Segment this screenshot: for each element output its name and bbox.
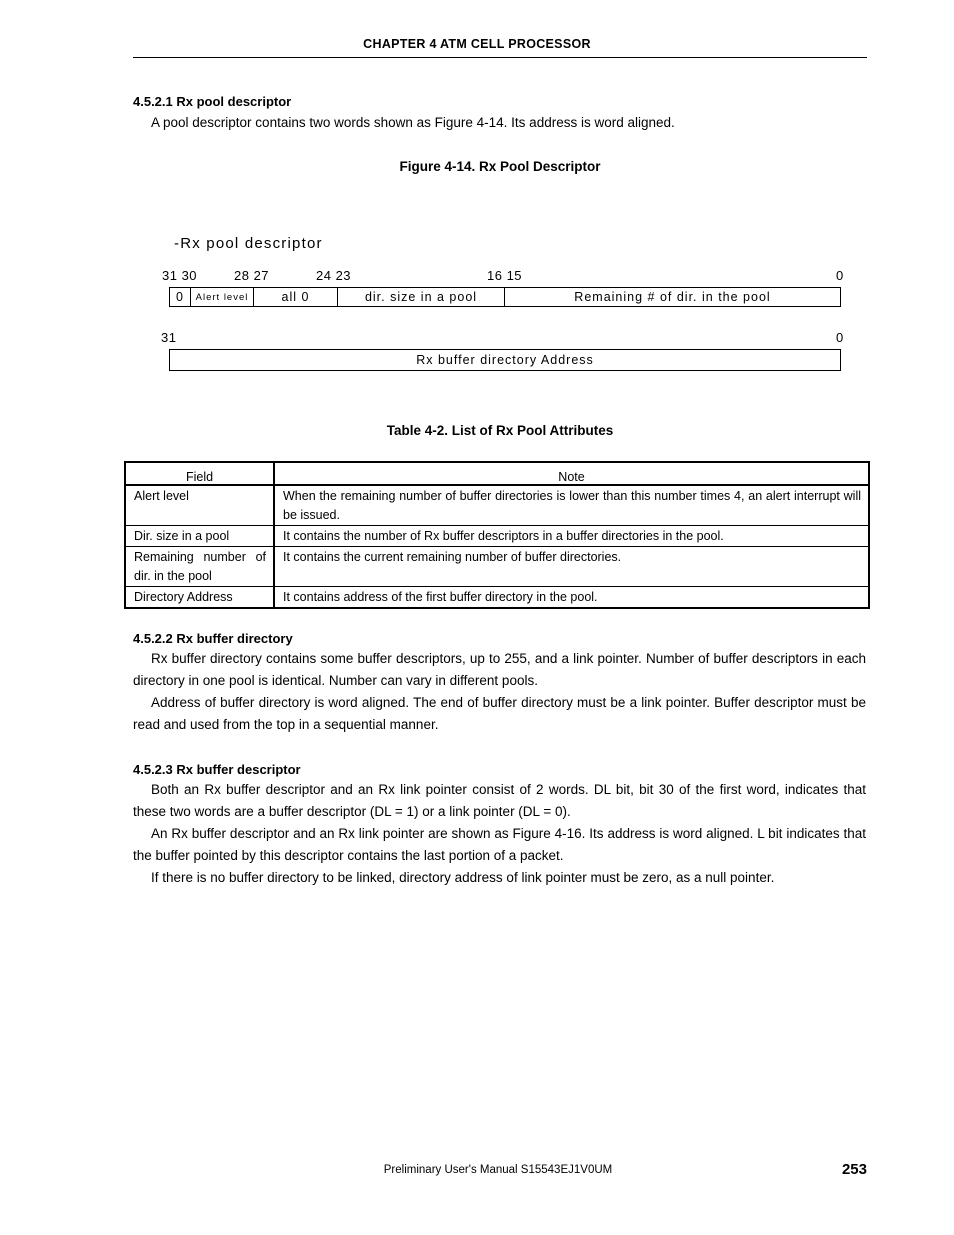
table-row bbox=[125, 587, 869, 609]
field-dir-size: dir. size in a pool bbox=[338, 288, 505, 306]
column-header-field: Field bbox=[125, 462, 274, 485]
field-all-zero: all 0 bbox=[254, 288, 338, 306]
register-word-2 bbox=[169, 349, 841, 371]
bit-number: 16 15 bbox=[487, 268, 523, 283]
field-dl: 0 bbox=[170, 288, 191, 306]
bit-number: 0 bbox=[836, 268, 844, 283]
section-heading-rx-pool-descriptor: 4.5.2.1 Rx pool descriptor bbox=[133, 94, 292, 109]
paragraph: Address of buffer directory is word aligned. The end of buffer directory must be a link pointer. Buffer descriptor must be read and used from the top in a sequential manner. bbox=[133, 695, 866, 732]
table-row bbox=[125, 526, 869, 547]
table-cell-field: Remaining number of dir. in the pool bbox=[125, 547, 274, 587]
bit-number: 28 27 bbox=[234, 268, 270, 283]
figure-caption: Figure 4-14. Rx Pool Descriptor bbox=[399, 159, 601, 174]
paragraph: An Rx buffer descriptor and an Rx link pointer are shown as Figure 4-16. Its address is word aligned. L bit indicates that the buffer pointed by this descriptor contains the last portion of a packet. bbox=[133, 826, 866, 863]
paragraph: Both an Rx buffer descriptor and an Rx link pointer consist of 2 words. DL bit, bit 30 of the first word, indicates that these two words are a buffer descriptor (DL = 1) or a link pointer (DL = 0). bbox=[133, 782, 866, 819]
bit-number: 31 30 bbox=[162, 268, 198, 283]
page-number: 253 bbox=[841, 1161, 867, 1178]
table-cell-field: Alert level bbox=[125, 485, 274, 526]
column-header-note: Note bbox=[274, 462, 869, 485]
paragraph: If there is no buffer directory to be linked, directory address of link pointer must be zero, as a null pointer. bbox=[151, 870, 775, 885]
table-cell-note: It contains the current remaining number of buffer directories. bbox=[274, 547, 869, 587]
table-cell-note: When the remaining number of buffer directories is lower than this number times 4, an alert interrupt will be issued. bbox=[274, 485, 869, 526]
field-remaining-dirs: Remaining # of dir. in the pool bbox=[574, 290, 771, 304]
table-cell-note: It contains the number of Rx buffer descriptors in a buffer directories in the pool. bbox=[274, 526, 869, 547]
table-header-row bbox=[125, 462, 869, 485]
field-alert-level: Alert level bbox=[191, 288, 254, 306]
register-word-1 bbox=[169, 287, 841, 307]
table-cell-field: Dir. size in a pool bbox=[125, 526, 274, 547]
table-cell-note: It contains address of the first buffer directory in the pool. bbox=[274, 587, 869, 609]
table-row bbox=[125, 485, 869, 526]
chapter-header: CHAPTER 4 ATM CELL PROCESSOR bbox=[363, 37, 591, 51]
bit-number: 31 bbox=[161, 330, 177, 345]
bit-number: 24 23 bbox=[316, 268, 352, 283]
section-heading-rx-buffer-descriptor: 4.5.2.3 Rx buffer descriptor bbox=[133, 762, 301, 777]
table-row bbox=[125, 547, 869, 587]
paragraph: A pool descriptor contains two words shown as Figure 4-14. Its address is word aligned. bbox=[151, 115, 675, 130]
attributes-table bbox=[124, 461, 870, 609]
footer-manual-title: Preliminary User's Manual S15543EJ1V0UM bbox=[383, 1164, 613, 1176]
section-heading-rx-buffer-directory: 4.5.2.2 Rx buffer directory bbox=[133, 631, 293, 646]
paragraph: Rx buffer directory contains some buffer descriptors, up to 255, and a link pointer. Number of buffer descriptors in each directory in one pool is identical. Number can vary in different pools. bbox=[133, 651, 866, 688]
table-caption: Table 4-2. List of Rx Pool Attributes bbox=[386, 423, 614, 438]
header-rule bbox=[133, 57, 867, 58]
bit-number: 0 bbox=[836, 330, 844, 345]
figure-label: -Rx pool descriptor bbox=[174, 235, 323, 252]
field-directory-address: Rx buffer directory Address bbox=[416, 353, 594, 367]
table-cell-field: Directory Address bbox=[125, 587, 274, 609]
